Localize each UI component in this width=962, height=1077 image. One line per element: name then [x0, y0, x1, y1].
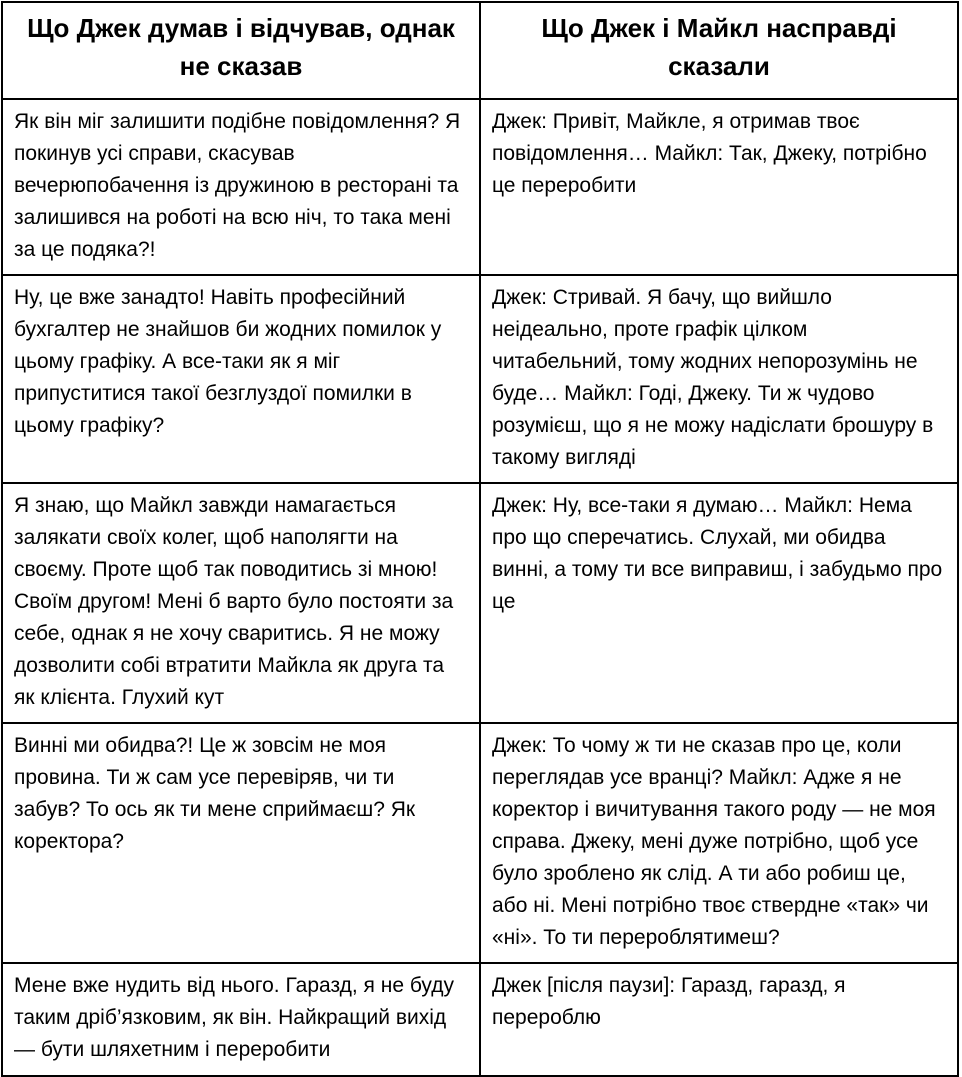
- said-cell: Джек: Ну, все-таки я думаю… Майкл: Нема про що сперечатись. Слухай, ми обидва винні, а тому ти все виправиш, і забудьмо про це: [480, 483, 958, 723]
- table-header-row: [2, 2, 958, 99]
- thought-cell: Як він міг залишити подібне повідомлення? Я покинув усі справи, скасував вечерюпобачення із дружиною в ресторані та залишився на роботі на всю ніч, то така мені за це подяка?!: [2, 99, 480, 275]
- said-cell: Джек: Привіт, Майкле, я отримав твоє повідомлення… Майкл: Так, Джеку, потрібно це переробити: [480, 99, 958, 275]
- said-cell: Джек [після паузи]: Гаразд, гаразд, я перероблю: [480, 963, 958, 1076]
- thought-cell: Винні ми обидва?! Це ж зовсім не моя провина. Ти ж сам усе перевіряв, чи ти забув? То ось як ти мене сприймаєш? Як коректора?: [2, 723, 480, 963]
- table-row: [2, 99, 958, 275]
- header-said-column: Що Джек і Майкл насправді сказали: [480, 2, 958, 99]
- thought-cell: Мене вже нудить від нього. Гаразд, я не буду таким дріб’язковим, як він. Найкращий вихід — бути шляхетним і переробити: [2, 963, 480, 1076]
- table-row: [2, 275, 958, 483]
- table-row: [2, 723, 958, 963]
- said-cell: Джек: Стривай. Я бачу, що вийшло неідеально, проте графік цілком читабельний, тому жодних непорозумінь не буде… Майкл: Годі, Джеку. Ти ж чудово розумієш, що я не можу надіслати брошуру в такому вигляді: [480, 275, 958, 483]
- said-cell: Джек: То чому ж ти не сказав про це, коли переглядав усе вранці? Майкл: Адже я не коректор і вичитування такого роду — не моя справа. Джеку, мені дуже потрібно, щоб усе було зроблено як слід. А ти або робиш це, або ні. Мені потрібно твоє ствердне «так» чи «ні». То ти перероблятимеш?: [480, 723, 958, 963]
- dialog-comparison-table: [1, 1, 959, 1077]
- table-row: [2, 963, 958, 1076]
- table-row: [2, 483, 958, 723]
- header-thought-column: Що Джек думав і відчував, однак не сказав: [2, 2, 480, 99]
- thought-cell: Ну, це вже занадто! Навіть професійний бухгалтер не знайшов би жодних помилок у цьому графіку. А все-таки як я міг припуститися такої безглуздої помилки в цьому графіку?: [2, 275, 480, 483]
- thought-cell: Я знаю, що Майкл завжди намагається залякати своїх колег, щоб наполягти на своєму. Проте щоб так поводитись зі мною! Своїм другом! Мені б варто було постояти за себе, однак я не хочу сваритись. Я не можу дозволити собі втратити Майкла як друга та як клієнта. Глухий кут: [2, 483, 480, 723]
